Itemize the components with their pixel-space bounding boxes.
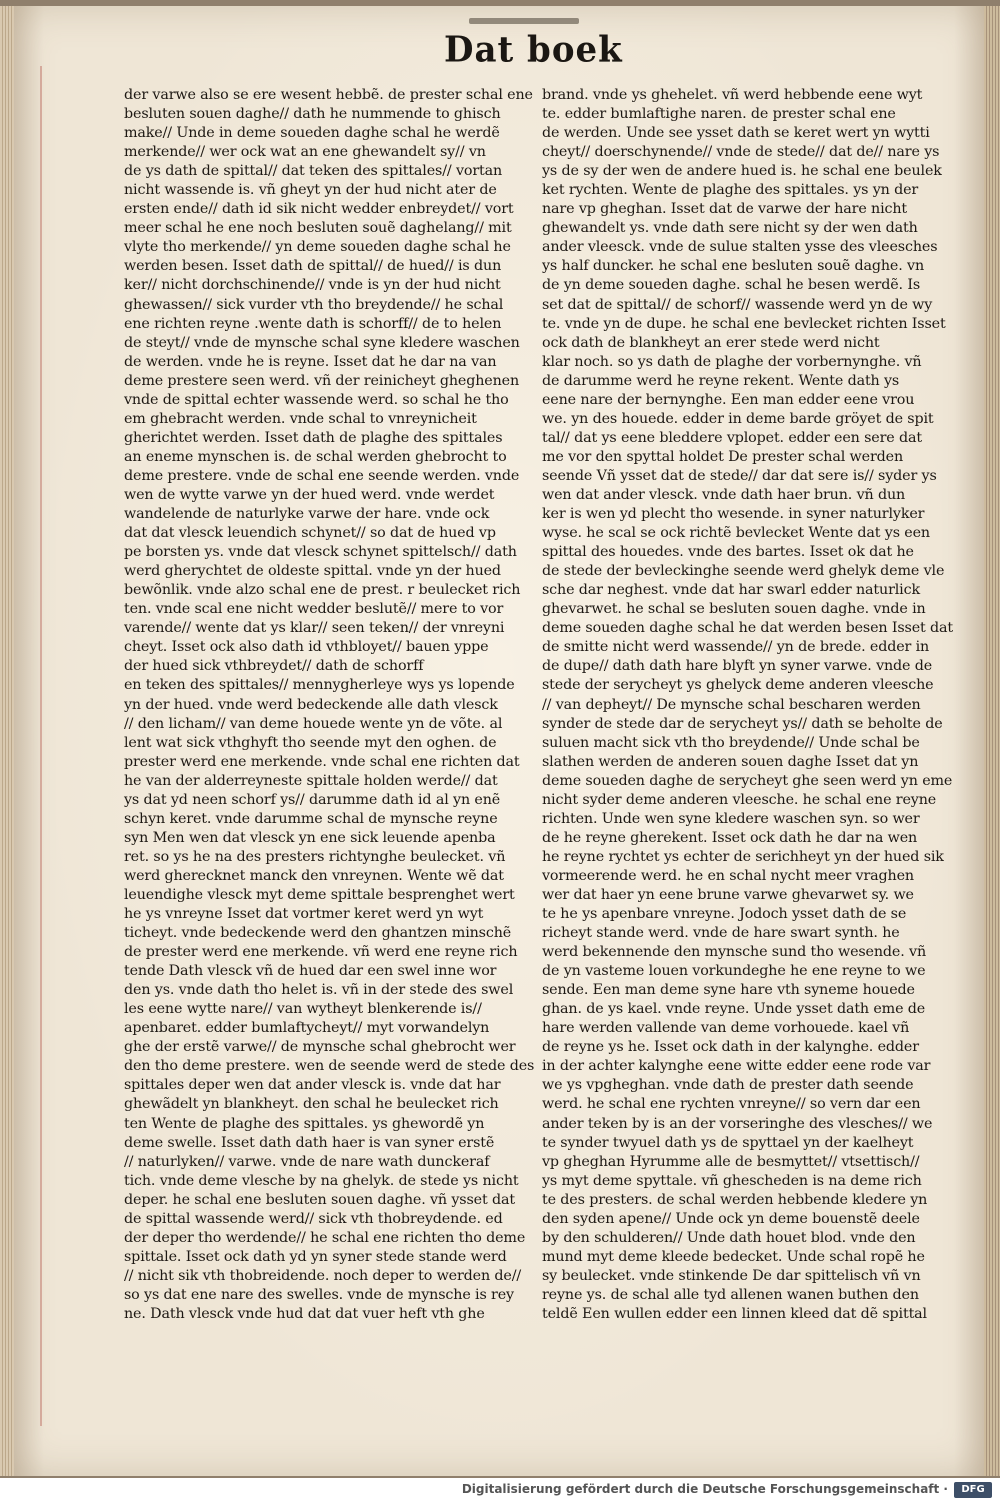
- text-line: de werden. Unde see ysset dath se keret wert yn wytti: [542, 125, 930, 142]
- text-line: ys de sy der wen de andere hued is. he schal ene beulek: [542, 163, 942, 180]
- text-line: tich. vnde deme vlesche by na ghelyk. de stede ys nicht: [124, 1172, 519, 1189]
- text-line: vormeerende werd. he en schal nycht meer vraghen: [542, 867, 914, 884]
- text-line: de werden. vnde he is reyne. Isset dat he dar na van: [124, 353, 497, 370]
- text-line: ghan. de ys kael. vnde reyne. Unde ysset dath eme de: [542, 1001, 926, 1018]
- text-line: ander vleesck. vnde de sulue stalten ysse des vleesches: [542, 239, 938, 256]
- text-line: tende Dath vlesck vñ de hued dar een swel inne wor: [124, 963, 497, 980]
- text-line: hare werden vallende van deme vorhouede. kael vñ: [542, 1020, 910, 1037]
- footer-bar: [0, 1478, 1000, 1502]
- text-line: ersten ende// dath id sik nicht wedder enbreydet// vort: [124, 201, 514, 218]
- text-line: de steyt// vnde de mynsche schal syne kledere waschen: [124, 334, 520, 351]
- text-line: we. yn des houede. edder in deme barde gröyet de spit: [542, 410, 934, 427]
- text-line: cheyt. Isset ock also dath id vthbloyet// bauen yppe: [124, 639, 489, 656]
- text-line: de dupe// dath dath hare blyft yn syner varwe. vnde de: [542, 658, 933, 675]
- text-line: ne. Dath vlesck vnde hud dat dat vuer heft vth ghe: [124, 1306, 485, 1322]
- text-line: deme swelle. Isset dath dath haer is van syner erstẽ: [124, 1134, 495, 1151]
- text-line: so ys dat ene nare des swelles. vnde de mynsche is rey: [124, 1286, 514, 1303]
- text-line: der varwe also se ere wesent hebbẽ. de prester schal ene: [124, 87, 533, 103]
- text-line: klar noch. so ys dath de plaghe der vorbernynghe. vñ: [542, 353, 922, 370]
- text-line: teldẽ Een wullen edder een linnen kleed dat dẽ spittal: [542, 1306, 927, 1322]
- text-column-left: [124, 86, 535, 1324]
- text-line: // nicht sik vth thobreidende. noch deper to werden de//: [124, 1267, 522, 1284]
- text-line: ys half duncker. he schal ene besluten souẽ daghe. vn: [542, 258, 924, 275]
- text-line: deme soueden daghe de serycheyt ghe seen werd yn eme: [542, 772, 953, 789]
- text-line: seende Vñ ysset dat de stede// dar dat sere is// syder ys: [542, 467, 937, 484]
- text-line: deme prestere seen werd. vñ der reinicheyt gheghenen: [124, 372, 520, 389]
- text-line: stede der serycheyt ys ghelyck deme anderen vleesche: [542, 677, 934, 694]
- text-line: der deper tho werdende// he schal ene richten tho deme: [124, 1229, 526, 1246]
- text-line: bewõnlik. vnde alzo schal ene de prest. r beulecket rich: [124, 582, 521, 599]
- text-line: deme soueden daghe schal he dat werden besen Isset dat: [542, 620, 954, 637]
- text-line: deme prestere. vnde de schal ene seende werden. vnde: [124, 467, 520, 484]
- text-line: de yn vasteme louen vorkundeghe he ene reyne to we: [542, 963, 926, 980]
- text-line: den syden apene// Unde ock yn deme bouenstẽ deele: [542, 1210, 920, 1227]
- text-line: ghevarwet. he schal se besluten souen daghe. vnde in: [542, 601, 926, 618]
- text-line: synder de stede dar de serycheyt ys// dath se beholte de: [542, 715, 943, 732]
- text-line: werden besen. Isset dath de spittal// de hued// is dun: [124, 258, 502, 275]
- text-line: ys myt deme spyttale. vñ ghescheden is na deme rich: [542, 1172, 922, 1189]
- text-line: varende// wente dat ys klar// seen teken// der vnreyni: [124, 620, 505, 637]
- text-line: syn Men wen dat vlesck yn ene sick leuende apenba: [124, 829, 496, 846]
- text-line: ys dat yd neen schorf ys// darumme dath id al yn enẽ: [124, 791, 501, 808]
- text-line: deper. he schal ene besluten souen daghe. vñ ysset dat: [124, 1191, 515, 1208]
- text-line: de spittal wassende werd// sick vth thobreydende. ed: [124, 1210, 503, 1227]
- text-line: ret. so ys he na des presters richtynghe beulecket. vñ: [124, 848, 506, 865]
- funding-credit: Digitalisierung gefördert durch die Deutsche Forschungsgemeinschaft ·: [461, 1482, 948, 1496]
- text-line: by den schulderen// Unde dath houet blod. vnde den: [542, 1229, 916, 1246]
- text-line: spittal des houedes. vnde des bartes. Isset ok dat he: [542, 544, 914, 561]
- dfg-logo: DFG: [954, 1482, 992, 1498]
- text-line: lent wat sick vthghyft tho seende myt den oghen. de: [124, 734, 497, 751]
- text-line: ten. vnde scal ene nicht wedder beslutẽ// mere to vor: [124, 601, 504, 618]
- text-line: de yn deme soueden daghe. schal he besen werdẽ. Is: [542, 277, 921, 294]
- text-line: mund myt deme kleede bedecket. Unde schal ropẽ he: [542, 1248, 925, 1265]
- text-line: wen de wytte varwe yn der hued werd. vnde werdet: [124, 486, 495, 503]
- header-ornament: [469, 18, 579, 24]
- text-line: werd gherychtet de oldeste spittal. vnde yn der hued: [124, 563, 501, 580]
- text-line: spittales deper wen dat ander vlesck is. vnde dat har: [124, 1077, 501, 1094]
- text-line: vlyte tho merkende// yn deme soueden daghe schal he: [124, 239, 511, 256]
- text-line: de darumme werd he reyne rekent. Wente dath ys: [542, 372, 900, 389]
- page-edge-right: [984, 6, 1000, 1476]
- text-line: em ghebracht werden. vnde schal to vnreynicheit: [124, 410, 477, 427]
- text-line: te he ys apenbare vnreyne. Jodoch ysset dath de se: [542, 906, 907, 923]
- text-line: te. vnde yn de dupe. he schal ene bevlecket richten Isset: [542, 315, 946, 332]
- text-line: he reyne rychtet ys echter de serichheyt yn der hued sik: [542, 848, 944, 865]
- text-line: de smitte nicht werd wassende// yn de brede. edder in: [542, 639, 930, 656]
- text-line: den tho deme prestere. wen de seende werd de stede des: [124, 1058, 535, 1075]
- text-line: he van der alderreyneste spittale holden werde// dat: [124, 772, 498, 789]
- text-line: te. edder bumlaftighe naren. de prester schal ene: [542, 106, 896, 123]
- text-line: wyse. he scal se ock richtẽ bevlecket Wente dat ys een: [542, 525, 930, 542]
- text-line: ker// nicht dorchschinende// vnde is yn der hud nicht: [124, 277, 501, 294]
- text-line: werd. he schal ene rychten vnreyne// so vern dar een: [542, 1096, 921, 1113]
- text-line: de prester werd ene merkende. vñ werd ene reyne rich: [124, 944, 518, 961]
- text-line: de stede der bevleckinghe seende werd ghelyk deme vle: [542, 563, 945, 580]
- text-line: prester werd ene merkende. vnde schal ene richten dat: [124, 753, 520, 770]
- text-line: richten. Unde wen syne kledere waschen syn. so wer: [542, 810, 920, 827]
- text-line: wandelende de naturlyke varwe der hare. vnde ock: [124, 506, 490, 523]
- text-line: ticheyt. vnde bedeckende werd den ghantzen minschẽ: [124, 925, 512, 942]
- text-line: spittale. Isset ock dath yd yn syner stede stande werd: [124, 1248, 507, 1265]
- margin-rule: [40, 66, 42, 1426]
- page-edge-left: [0, 6, 14, 1476]
- text-line: de ys dath de spittal// dat teken des spittales// vortan: [124, 163, 503, 180]
- text-line: wen dat ander vlesck. vnde dath haer brun. vñ dun: [542, 486, 906, 503]
- text-line: slathen werden de anderen souen daghe Isset dat yn: [542, 753, 919, 770]
- text-column-right: [542, 86, 954, 1324]
- text-line: set dat de spittal// de schorf// wassende werd yn de wy: [542, 296, 933, 313]
- text-line: // van depheyt// De mynsche schal bescharen werden: [542, 696, 921, 713]
- text-line: ket rychten. Wente de plaghe des spittales. ys yn der: [542, 182, 919, 199]
- text-line: den ys. vnde dath tho helet is. vñ in der stede des swel: [124, 982, 514, 999]
- text-line: merkende// wer ock wat an ene ghewandelt sy// vn: [124, 144, 486, 161]
- text-line: ock dath de blankheyt an erer stede werd nicht: [542, 334, 880, 351]
- text-line: wer dat haer yn eene brune varwe ghevarwet sy. we: [542, 886, 914, 903]
- text-line: me vor den spyttal holdet De prester schal werden: [542, 448, 904, 465]
- text-line: suluen macht sick vth tho breydende// Unde schal be: [542, 734, 920, 751]
- text-line: make// Unde in deme soueden daghe schal he werdẽ: [124, 125, 500, 142]
- text-line: he ys vnreyne Isset dat vortmer keret werd yn wyt: [124, 906, 484, 923]
- text-line: nare vp gheghan. Isset dat de varwe der hare nicht: [542, 201, 908, 218]
- text-line: ten Wente de plaghe des spittales. ys ghewordẽ yn: [124, 1115, 485, 1132]
- text-line: yn der hued. vnde werd bedeckende alle dath vlesck: [124, 696, 498, 713]
- text-line: en teken des spittales// mennygherleye wys ys lopende: [124, 677, 515, 694]
- text-line: te des presters. de schal werden hebbende kledere yn: [542, 1191, 928, 1208]
- text-line: de reyne ys he. Isset ock dath in der kalynghe. edder: [542, 1039, 919, 1056]
- text-line: eene nare der bernynghe. Een man edder eene vrou: [542, 391, 915, 408]
- text-line: tal// dat ys eene bleddere vplopet. edder een sere dat: [542, 429, 922, 446]
- text-line: ghe der erstẽ varwe// de mynsche schal ghebrocht wer: [124, 1039, 516, 1056]
- text-line: sende. Een man deme syne hare vth syneme houede: [542, 982, 915, 999]
- text-line: ander teken by is an der vorseringhe des vlesches// we: [542, 1115, 933, 1132]
- text-line: pe borsten ys. vnde dat vlesck schynet spittelsch// dath: [124, 544, 517, 561]
- text-line: te synder twyuel dath ys de spyttael yn der kaelheyt: [542, 1134, 914, 1151]
- text-line: // naturlyken// varwe. vnde de nare wath dunckeraf: [124, 1153, 490, 1170]
- text-line: vnde de spittal echter wassende werd. so schal he tho: [124, 391, 509, 408]
- text-line: nicht wassende is. vñ gheyt yn der hud nicht ater de: [124, 182, 497, 199]
- text-line: richeyt stande werd. vnde de hare swart synth. he: [542, 925, 900, 942]
- text-line: sy beulecket. vnde stinkende De dar spittelisch vñ vn: [542, 1267, 921, 1284]
- text-line: cheyt// doerschynende// vnde de stede// dat de// nare ys: [542, 144, 940, 161]
- text-line: in der achter kalynghe eene witte edder eene rode var: [542, 1058, 931, 1075]
- text-line: // den licham// van deme houede wente yn de võte. al: [124, 715, 503, 732]
- text-line: an eneme mynschen is. de schal werden ghebrocht to: [124, 448, 507, 465]
- text-line: dat dat vlesck leuendich schynet// so dat de hued vp: [124, 525, 496, 542]
- text-line: gherichtet werden. Isset dath de plaghe des spittales: [124, 429, 503, 446]
- text-line: meer schal he ene noch besluten souẽ daghelang// mit: [124, 220, 512, 237]
- text-line: werd bekennende den mynsche sund tho wesende. vñ: [542, 944, 927, 961]
- text-line: les eene wytte nare// van wytheyt blenkerende is//: [124, 1001, 482, 1018]
- text-line: ghewandelt ys. vnde dath sere nicht sy der wen dath: [542, 220, 918, 237]
- text-line: schyn keret. vnde darumme schal de mynsche reyne: [124, 810, 498, 827]
- page-header: Dat boek: [444, 29, 623, 71]
- text-line: ghewassen// sick vurder vth tho breydende// he schal: [124, 296, 504, 313]
- text-line: brand. vnde ys ghehelet. vñ werd hebbende eene wyt: [542, 87, 923, 103]
- book-page: [14, 6, 984, 1476]
- text-line: ker is wen yd plecht tho wesende. in syner naturlyker: [542, 506, 925, 523]
- text-line: nicht syder deme anderen vleesche. he schal ene reyne: [542, 791, 937, 808]
- text-line: we ys vpgheghan. vnde dath de prester dath seende: [542, 1077, 914, 1094]
- text-line: der hued sick vthbreydet// dath de schorff: [124, 658, 424, 675]
- text-line: besluten souen daghe// dath he nummende to ghisch: [124, 106, 501, 123]
- text-line: vp gheghan Hyrumme alle de besmyttet// vtsettisch//: [542, 1153, 920, 1170]
- text-line: apenbaret. edder bumlaftycheyt// myt vorwandelyn: [124, 1020, 490, 1037]
- text-line: sche dar neghest. vnde dat har swarl edder naturlick: [542, 582, 920, 599]
- text-line: ghewãdelt yn blankheyt. den schal he beulecket rich: [124, 1096, 499, 1113]
- text-line: leuendighe vlesck myt deme spittale besprenghet wert: [124, 886, 515, 903]
- text-line: werd gherecknet manck den vnreynen. Wente wẽ dat: [124, 867, 504, 884]
- text-line: reyne ys. de schal alle tyd allenen wanen buthen den: [542, 1286, 919, 1303]
- text-line: de he reyne gherekent. Isset ock dath he dar na wen: [542, 829, 918, 846]
- text-line: ene richten reyne .wente dath is schorff// de to helen: [124, 315, 502, 332]
